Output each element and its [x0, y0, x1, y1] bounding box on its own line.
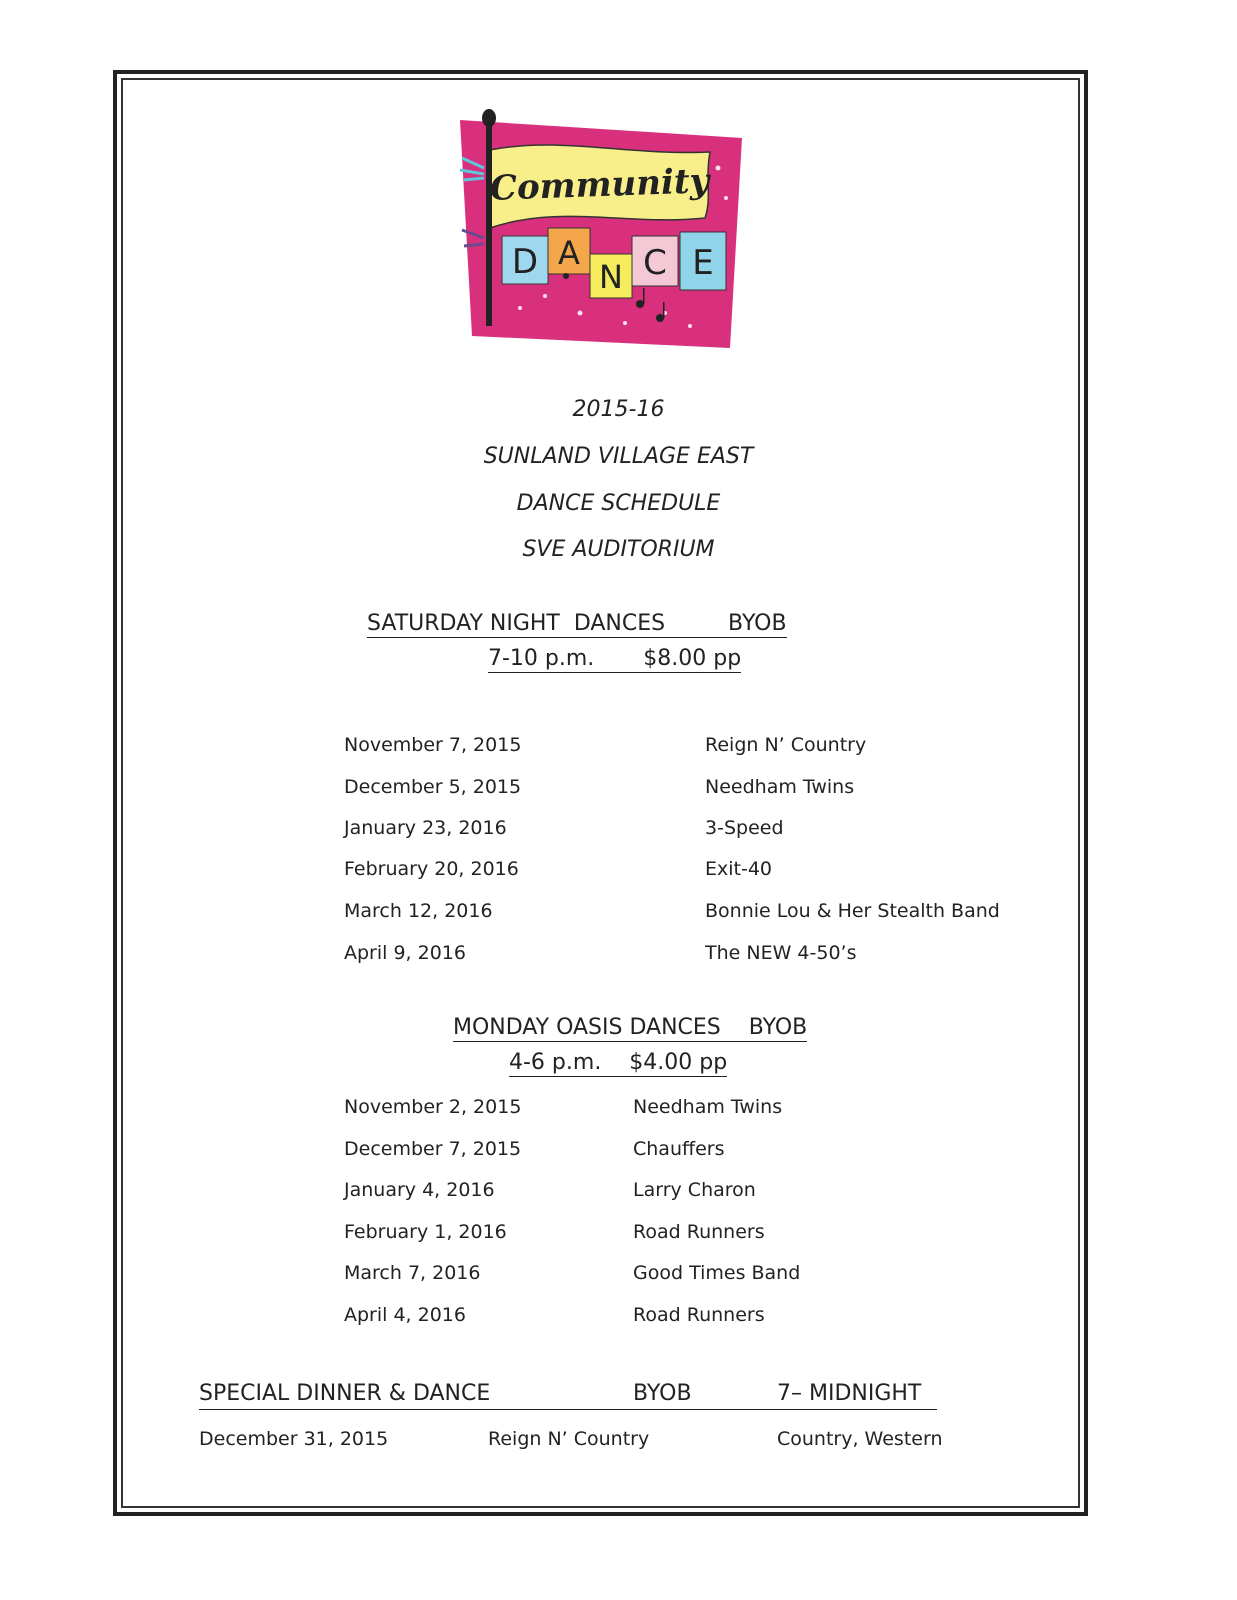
- heading-auditorium: SVE AUDITORIUM: [522, 537, 715, 562]
- monday-band: Larry Charon: [633, 1179, 756, 1201]
- saturday-band: Reign N’ Country: [705, 734, 867, 756]
- monday-date: February 1, 2016: [344, 1221, 507, 1243]
- monday-date: November 2, 2015: [344, 1096, 522, 1118]
- monday-band: Good Times Band: [633, 1262, 801, 1284]
- saturday-section-subtitle: 7-10 p.m. $8.00 pp: [488, 646, 742, 671]
- logo-letter-e: E: [692, 243, 714, 283]
- monday-section-subtitle: 4-6 p.m. $4.00 pp: [509, 1050, 728, 1075]
- monday-date: April 4, 2016: [344, 1304, 466, 1326]
- logo-letter-n: N: [599, 258, 623, 296]
- monday-date: December 7, 2015: [344, 1138, 522, 1160]
- special-time: 7– MIDNIGHT: [777, 1381, 922, 1406]
- special-title: SPECIAL DINNER & DANCE: [199, 1381, 491, 1406]
- monday-band: Chauffers: [633, 1138, 725, 1160]
- logo-letter-a: A: [558, 234, 580, 272]
- saturday-band: Exit-40: [705, 858, 773, 880]
- special-band: Reign N’ Country: [488, 1428, 650, 1450]
- saturday-date: November 7, 2015: [344, 734, 522, 756]
- saturday-date: December 5, 2015: [344, 776, 522, 798]
- logo-banner-text: Community: [489, 161, 711, 209]
- monday-date: January 4, 2016: [344, 1179, 495, 1201]
- monday-band: Road Runners: [633, 1221, 765, 1243]
- special-genre: Country, Western: [777, 1428, 943, 1450]
- monday-date: March 7, 2016: [344, 1262, 481, 1284]
- saturday-date: April 9, 2016: [344, 942, 466, 964]
- monday-band: Needham Twins: [633, 1096, 783, 1118]
- heading-season: 2015-16: [572, 397, 665, 422]
- community-dance-logo: [450, 108, 750, 353]
- special-header-rule: [199, 1409, 937, 1410]
- special-byob: BYOB: [633, 1381, 692, 1406]
- saturday-date: January 23, 2016: [344, 817, 507, 839]
- saturday-band: The NEW 4-50’s: [705, 942, 857, 964]
- saturday-date: February 20, 2016: [344, 858, 519, 880]
- monday-band: Road Runners: [633, 1304, 765, 1326]
- logo-letter-c: C: [643, 243, 667, 283]
- heading-dance-schedule: DANCE SCHEDULE: [516, 491, 721, 516]
- special-date: December 31, 2015: [199, 1428, 389, 1450]
- logo-letter-d: D: [511, 242, 539, 282]
- saturday-date: March 12, 2016: [344, 900, 493, 922]
- monday-section-title: MONDAY OASIS DANCES BYOB: [453, 1015, 808, 1040]
- heading-venue-community: SUNLAND VILLAGE EAST: [483, 444, 754, 469]
- saturday-band: Bonnie Lou & Her Stealth Band: [705, 900, 1000, 922]
- saturday-band: Needham Twins: [705, 776, 855, 798]
- saturday-band: 3-Speed: [705, 817, 784, 839]
- saturday-section-title: SATURDAY NIGHT DANCES BYOB: [367, 611, 787, 636]
